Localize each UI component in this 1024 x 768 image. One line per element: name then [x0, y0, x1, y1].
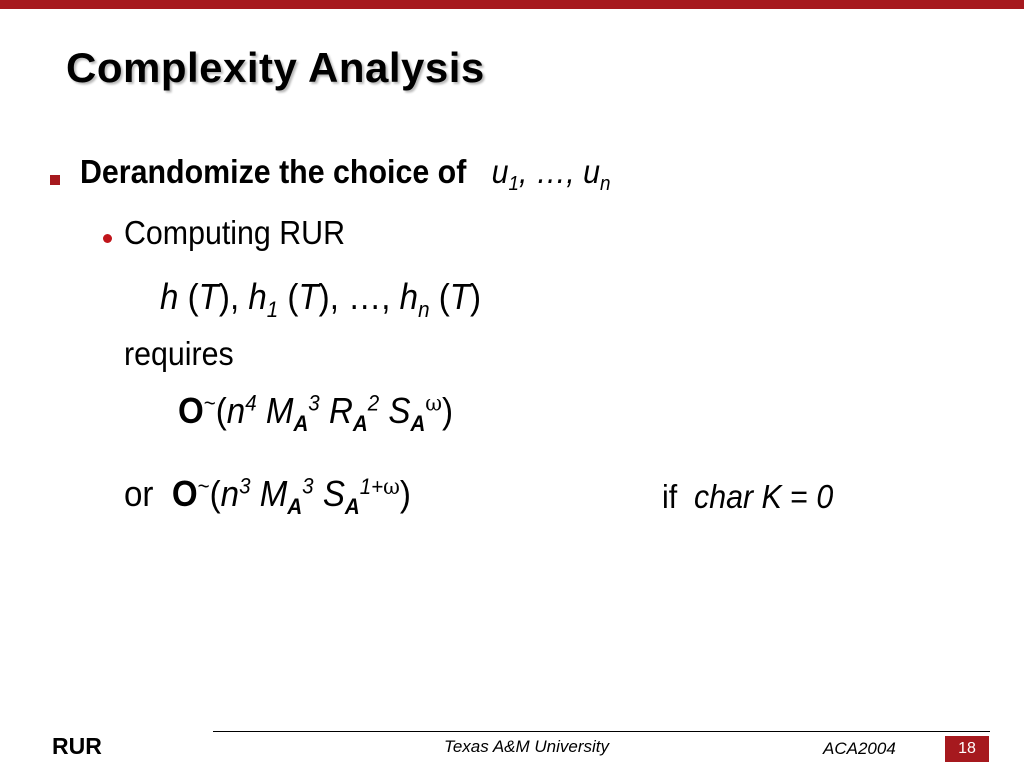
exp-omega: ω [425, 390, 443, 417]
requires-text: requires [124, 335, 234, 372]
page-number: 18 [945, 736, 989, 762]
top-accent-bar [0, 0, 1024, 9]
round-bullet-icon [103, 234, 112, 243]
h-functions-line [160, 276, 481, 323]
bullet-derandomize [80, 153, 610, 196]
square-bullet-icon [50, 175, 60, 185]
sub-n: n [600, 172, 611, 196]
exp-R: 2 [367, 390, 380, 416]
sub-A: A [352, 410, 368, 436]
var-M: M [265, 390, 294, 431]
var-u: u [491, 153, 509, 190]
equals: = [781, 478, 817, 515]
paren-open: ( [215, 390, 227, 431]
exp-n: 3 [239, 473, 251, 499]
footer-rur-label: RUR [52, 733, 102, 759]
tilde: ~ [197, 473, 210, 499]
exp-one-plus: 1+ [359, 473, 384, 499]
char-condition [662, 478, 833, 516]
big-o: O [171, 473, 198, 514]
var-T: T [449, 276, 470, 317]
var-hn: h [399, 276, 419, 317]
exp-omega: ω [383, 473, 400, 500]
tilde: ~ [203, 390, 216, 416]
sub-A: A [293, 410, 309, 436]
var-M: M [259, 473, 288, 514]
var-h1: h [248, 276, 267, 317]
sub-n: n [418, 296, 430, 322]
paren-close: ) [399, 473, 411, 514]
zero: 0 [816, 478, 834, 515]
paren-close: ) [442, 390, 454, 431]
or-text: or [124, 473, 154, 514]
sub-A: A [410, 410, 426, 436]
var-h: h [160, 276, 179, 317]
ellipsis: ), …, [318, 276, 400, 317]
sub-A: A [287, 493, 303, 519]
big-o: O [178, 390, 204, 431]
complexity-formula-1 [178, 390, 453, 437]
footer-divider [213, 731, 990, 732]
sub-1: 1 [508, 172, 519, 196]
slide-title: Complexity Analysis [66, 44, 485, 91]
var-S: S [388, 390, 411, 431]
var-n: n [220, 473, 240, 514]
paren-close: ), [218, 276, 249, 317]
bullet-text: Derandomize the choice of [80, 153, 467, 190]
footer-university: Texas A&M University [444, 737, 610, 756]
if-text: if [662, 478, 678, 515]
var-n: n [226, 390, 246, 431]
complexity-formula-2 [124, 473, 411, 520]
var-S: S [322, 473, 345, 514]
ellipsis: , …, [518, 153, 584, 190]
var-T: T [198, 276, 219, 317]
paren-open: ( [178, 276, 199, 317]
exp-n: 4 [245, 390, 257, 416]
paren-open: ( [429, 276, 450, 317]
paren-close: ) [469, 276, 482, 317]
exp-M: 3 [308, 390, 320, 416]
footer-conference: ACA2004 [823, 739, 896, 758]
bullet-computing-rur: Computing RUR [124, 214, 346, 251]
var-R: R [328, 390, 353, 431]
paren-open: ( [209, 473, 221, 514]
sub-A: A [344, 493, 360, 519]
exp-M: 3 [302, 473, 314, 499]
var-T: T [298, 276, 319, 317]
paren-open: ( [278, 276, 299, 317]
var-u-n: u [583, 153, 601, 190]
sub-1: 1 [266, 296, 279, 322]
char-k: char K [694, 478, 782, 515]
